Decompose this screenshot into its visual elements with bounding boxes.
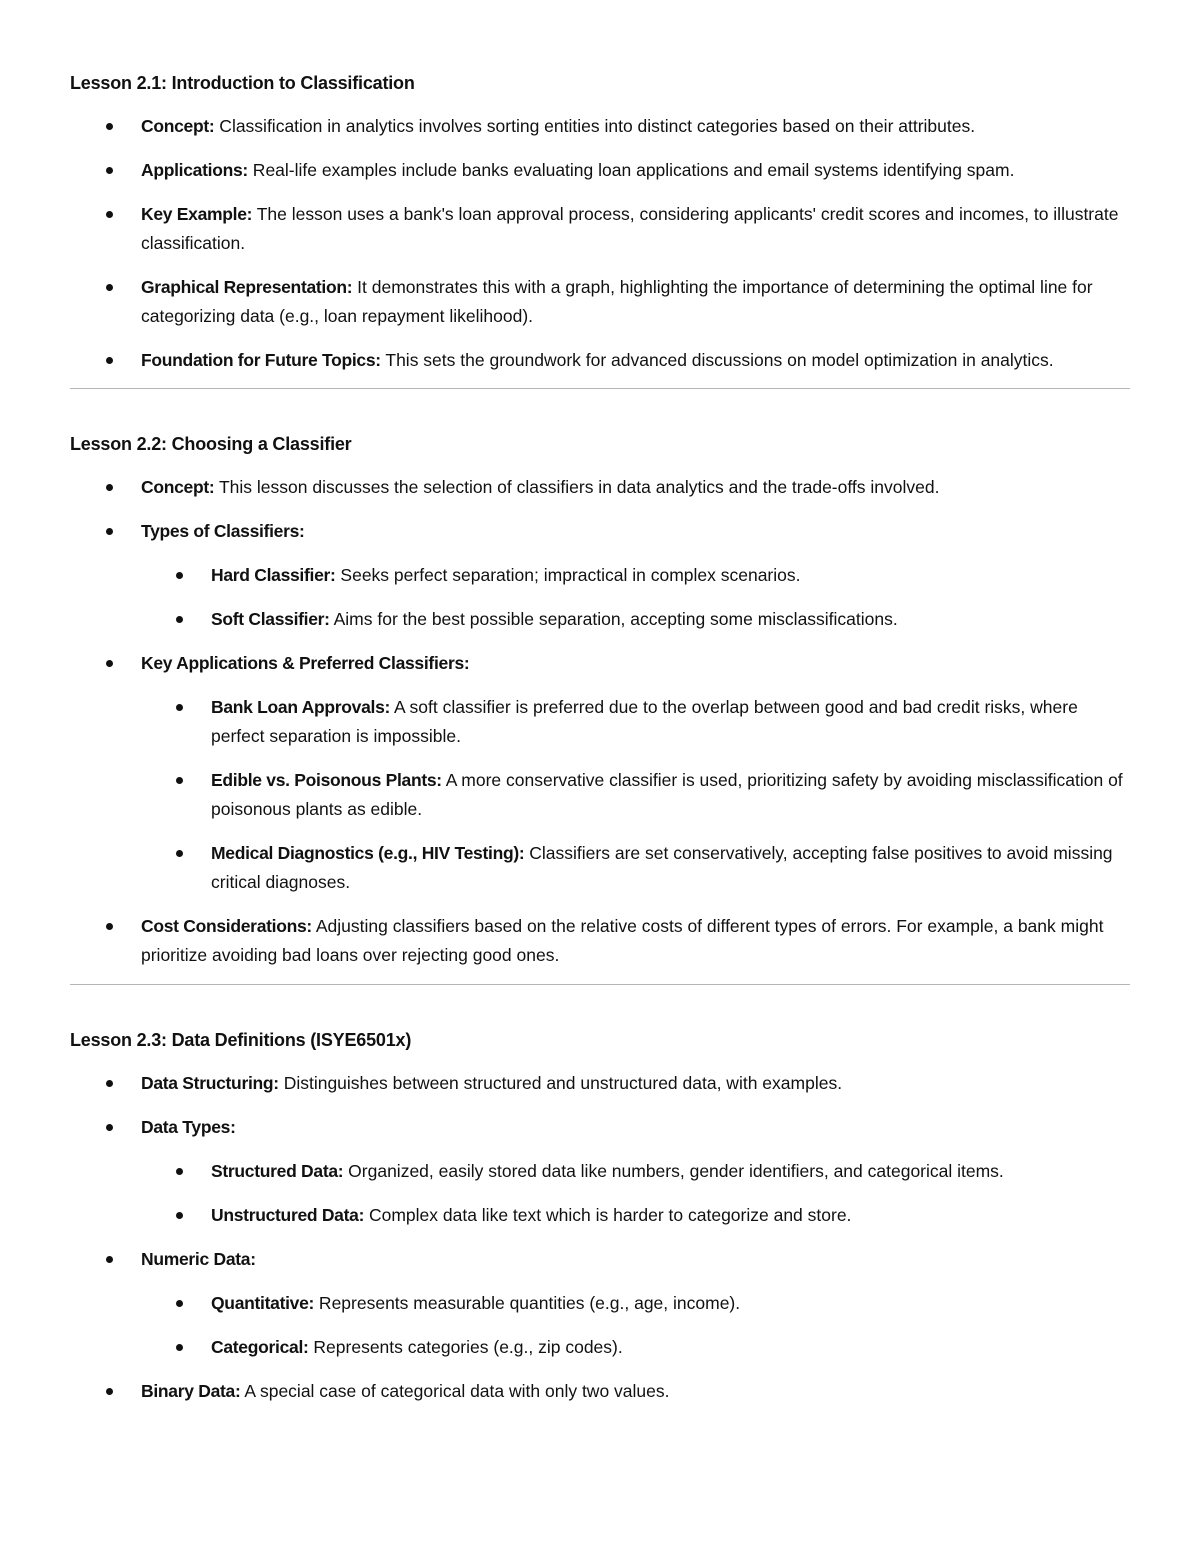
sub-list-item xyxy=(70,839,1130,897)
list-item xyxy=(70,346,1130,375)
sub-list-item xyxy=(70,1289,1130,1318)
item-term: Key Example: xyxy=(141,204,253,224)
item-term: Medical Diagnostics (e.g., HIV Testing): xyxy=(211,843,525,863)
list-item xyxy=(70,1245,1130,1274)
item-text: A special case of categorical data with only two values. xyxy=(240,1381,670,1401)
item-text: This sets the groundwork for advanced discussions on model optimization in analytics. xyxy=(380,350,1054,370)
item-term: Concept: xyxy=(141,477,215,497)
item-text: A soft classifier is preferred due to the overlap between good and bad credit risks, where perfect separation is impossible. xyxy=(211,697,1078,746)
item-term: Foundation for Future Topics: xyxy=(141,350,381,370)
list-item xyxy=(70,1377,1130,1406)
item-term: Concept: xyxy=(141,116,215,136)
bullet-list xyxy=(70,112,1130,375)
item-term: Types of Classifiers: xyxy=(141,521,305,541)
item-text: Represents measurable quantities (e.g., age, income). xyxy=(314,1293,741,1313)
sub-list-item xyxy=(70,766,1130,824)
bullet-list xyxy=(70,473,1130,970)
item-text: Classifiers are set conservatively, accepting false positives to avoid missing critical diagnoses. xyxy=(211,843,1113,892)
item-term: Structured Data: xyxy=(211,1161,344,1181)
item-text: It demonstrates this with a graph, highlighting the importance of determining the optimal line for categorizing data (e.g., loan repayment likelihood). xyxy=(141,277,1093,326)
item-term: Bank Loan Approvals: xyxy=(211,697,391,717)
list-item xyxy=(70,473,1130,502)
lesson-section-2-2 xyxy=(70,429,1130,970)
item-term: Quantitative: xyxy=(211,1293,315,1313)
list-item xyxy=(70,1113,1130,1142)
item-text: Complex data like text which is harder to categorize and store. xyxy=(364,1205,852,1225)
list-item xyxy=(70,1069,1130,1098)
lesson-title: Lesson 2.3: Data Definitions (ISYE6501x) xyxy=(70,1030,412,1050)
sub-list-item xyxy=(70,1201,1130,1230)
lesson-title: Lesson 2.2: Choosing a Classifier xyxy=(70,434,352,454)
lesson-title: Lesson 2.1: Introduction to Classification xyxy=(70,73,415,93)
item-text: This lesson discusses the selection of classifiers in data analytics and the trade-offs involved. xyxy=(214,477,940,497)
list-item xyxy=(70,517,1130,546)
list-item xyxy=(70,273,1130,331)
list-item xyxy=(70,200,1130,258)
item-text: Classification in analytics involves sorting entities into distinct categories based on their attributes. xyxy=(214,116,976,136)
item-term: Data Structuring: xyxy=(141,1073,279,1093)
item-term: Numeric Data: xyxy=(141,1249,256,1269)
item-text: Represents categories (e.g., zip codes). xyxy=(308,1337,623,1357)
item-text: Aims for the best possible separation, accepting some misclassifications. xyxy=(329,609,898,629)
item-term: Unstructured Data: xyxy=(211,1205,365,1225)
item-text: Organized, easily stored data like numbers, gender identifiers, and categorical items. xyxy=(343,1161,1004,1181)
sub-list-item xyxy=(70,1333,1130,1362)
item-term: Applications: xyxy=(141,160,248,180)
item-term: Data Types: xyxy=(141,1117,236,1137)
item-term: Key Applications & Preferred Classifiers: xyxy=(141,653,470,673)
sub-list-item xyxy=(70,605,1130,634)
item-term: Cost Considerations: xyxy=(141,916,312,936)
item-term: Soft Classifier: xyxy=(211,609,330,629)
lesson-section-2-3 xyxy=(70,1025,1130,1406)
item-text: Distinguishes between structured and unstructured data, with examples. xyxy=(278,1073,843,1093)
item-text: Seeks perfect separation; impractical in complex scenarios. xyxy=(335,565,801,585)
sub-list-item xyxy=(70,561,1130,590)
bullet-list xyxy=(70,1069,1130,1406)
list-item xyxy=(70,112,1130,141)
section-divider xyxy=(70,984,1130,985)
item-text: Adjusting classifiers based on the relative costs of different types of errors. For example, a bank might prioritize avoiding bad loans over rejecting good ones. xyxy=(141,916,1104,965)
sub-list-item xyxy=(70,693,1130,751)
section-divider xyxy=(70,388,1130,389)
item-term: Categorical: xyxy=(211,1337,309,1357)
document-page xyxy=(70,68,1130,1421)
item-term: Graphical Representation: xyxy=(141,277,353,297)
item-text: The lesson uses a bank's loan approval process, considering applicants' credit scores and incomes, to illustrate classification. xyxy=(141,204,1119,253)
list-item xyxy=(70,912,1130,970)
item-text: A more conservative classifier is used, prioritizing safety by avoiding misclassification of poisonous plants as edible. xyxy=(211,770,1123,819)
list-item xyxy=(70,156,1130,185)
sub-list-item xyxy=(70,1157,1130,1186)
list-item xyxy=(70,649,1130,678)
item-text: Real-life examples include banks evaluating loan applications and email systems identifying spam. xyxy=(247,160,1015,180)
item-term: Hard Classifier: xyxy=(211,565,336,585)
lesson-section-2-1 xyxy=(70,68,1130,375)
item-term: Binary Data: xyxy=(141,1381,241,1401)
item-term: Edible vs. Poisonous Plants: xyxy=(211,770,442,790)
